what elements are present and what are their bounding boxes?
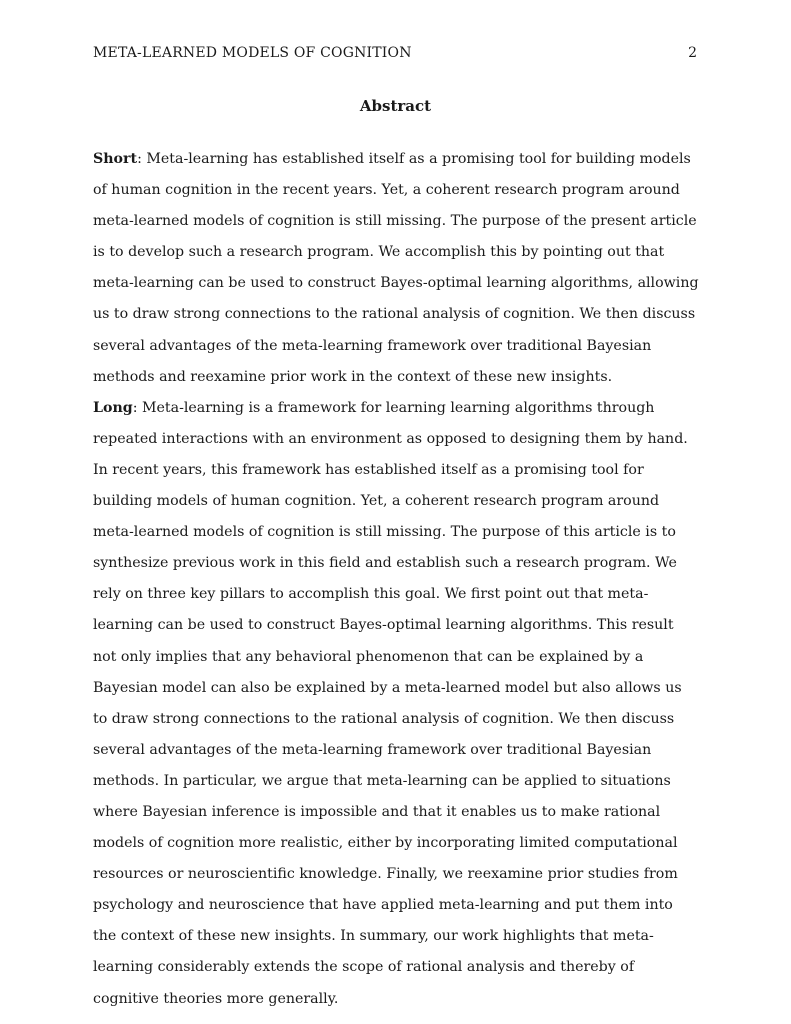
- page-number: 2: [688, 45, 697, 61]
- long-abstract: [93, 393, 700, 1015]
- long-abstract-text: Meta-learning is a framework for learning learning algorithms through repeated interactions with an environment as opposed to designing them by hand. In recent years, this framework has established itself as a promising tool for building models of human cognition. Yet, a coherent research program around meta-learned models of cognition is still missing. The purpose of this article is to synthesize previous work in this field and establish such a research program. We rely on three key pillars to accomplish this goal. We first point out that meta-learning can be used to construct Bayes-optimal learning algorithms. This result not only implies that any behavioral phenomenon that can be explained by a Bayesian model can also be explained by a meta-learned model but also allows us to draw strong connections to the rational analysis of cognition. We then discuss several advantages of the meta-learning framework over traditional Bayesian methods. In particular, we argue that meta-learning can be applied to situations where Bayesian inference is impossible and that it enables us to make rational models of cognition more realistic, either by incorporating limited computational resources or neuroscientific knowledge. Finally, we reexamine prior studies from psychology and neuroscience that have applied meta-learning and put them into the context of these new insights. In summary, our work highlights that meta-learning considerably extends the scope of rational analysis and thereby of cognitive theories more generally.: [93, 399, 688, 1007]
- abstract-body: [93, 144, 700, 1015]
- abstract-title: Abstract: [359, 97, 432, 115]
- short-abstract-text: Meta-learning has established itself as a promising tool for building models of human cognition in the recent years. Yet, a coherent research program around meta-learned models of cognition is still missing. The purpose of the present article is to develop such a research program. We accomplish this by pointing out that meta-learning can be used to construct Bayes-optimal learning algorithms, allowing us to draw strong connections to the rational analysis of cognition. We then discuss several advantages of the meta-learning framework over traditional Bayesian methods and reexamine prior work in the context of these new insights.: [93, 151, 699, 385]
- short-abstract-label: Short: [93, 151, 138, 167]
- running-head: META-LEARNED MODELS OF COGNITION: [93, 45, 412, 61]
- short-abstract-separator: :: [137, 151, 147, 167]
- short-abstract: [93, 144, 700, 393]
- long-abstract-label: Long: [93, 399, 133, 416]
- long-abstract-separator: :: [132, 399, 142, 416]
